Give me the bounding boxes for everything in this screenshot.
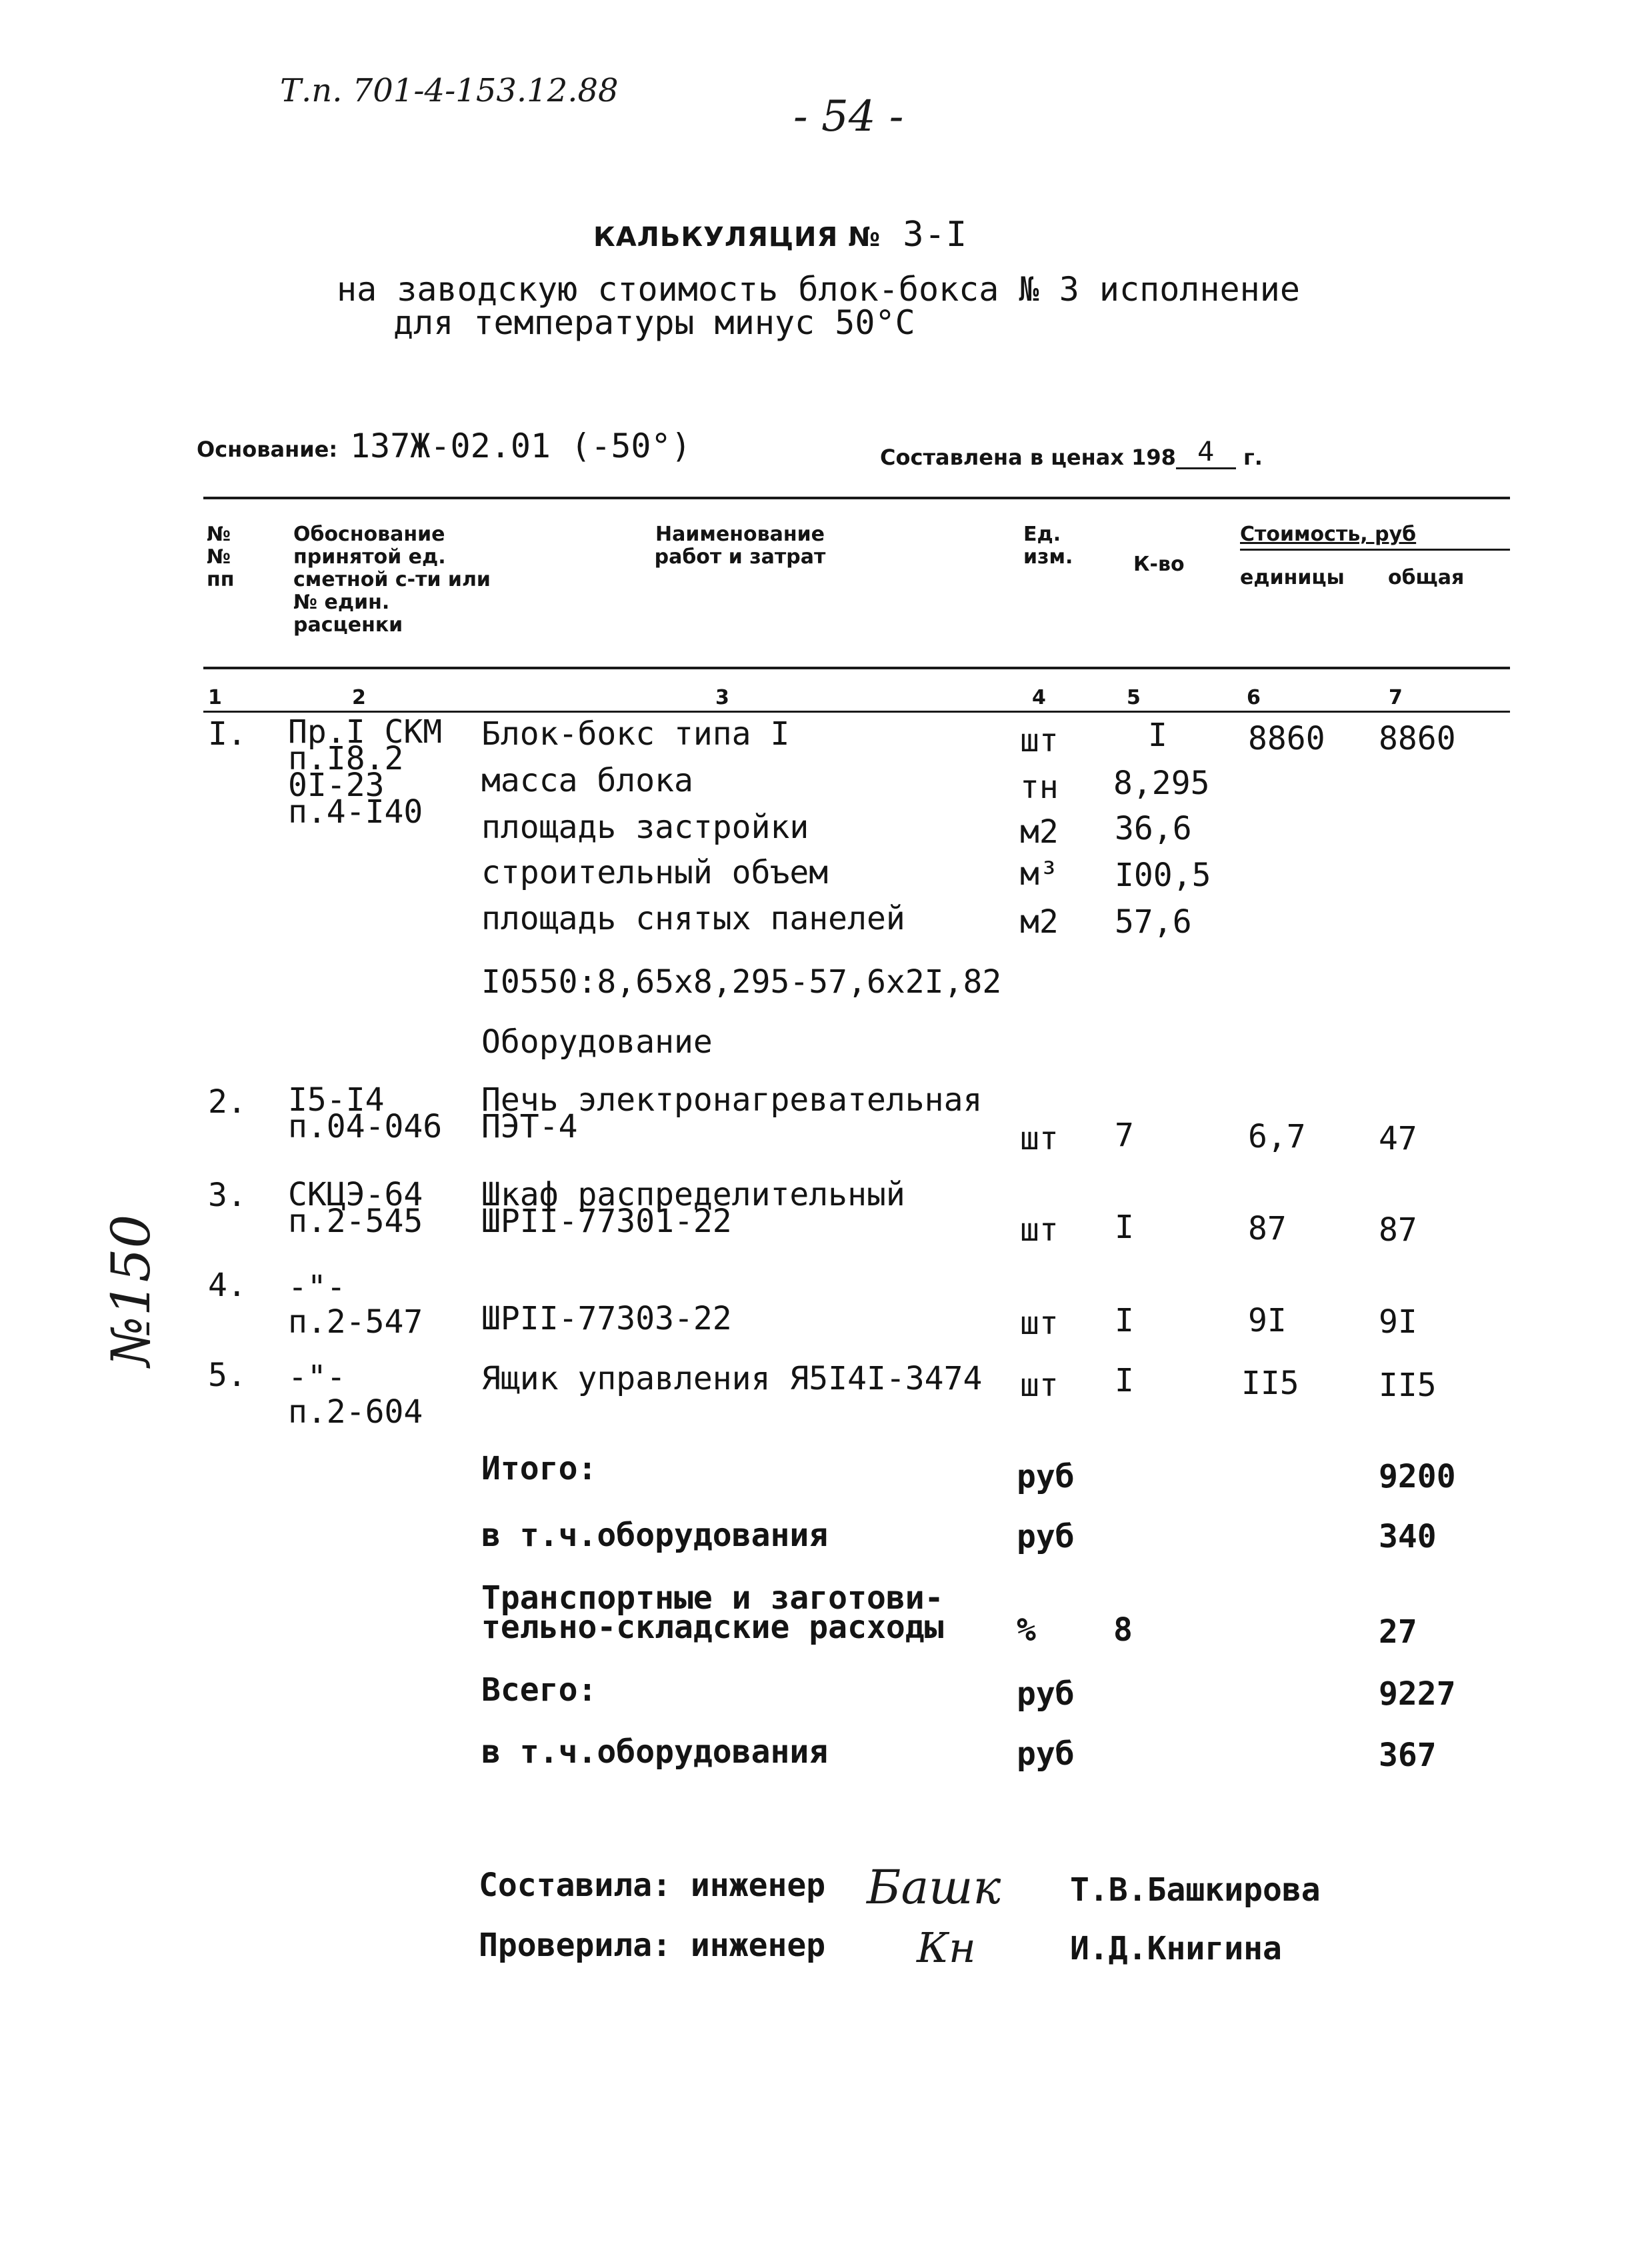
row-price: II5 xyxy=(1241,1365,1299,1402)
table-top-rule xyxy=(203,497,1510,499)
row-qty: I00,5 xyxy=(1115,857,1211,894)
row-name: Блок-бокс типа I xyxy=(481,715,790,753)
row-name: площадь застройки xyxy=(481,809,809,846)
row-qty: 7 xyxy=(1115,1117,1134,1154)
checked-signature: Кн xyxy=(917,1923,976,1972)
summary-total: 340 xyxy=(1379,1518,1437,1555)
row-number: 4. xyxy=(208,1267,247,1304)
subtitle-line-2: для температуры минус 50°C xyxy=(393,303,915,342)
row-total: 47 xyxy=(1379,1120,1417,1157)
row-qty: 8,295 xyxy=(1113,765,1210,802)
summary-label: в т.ч.оборудования xyxy=(481,1733,829,1771)
row-name: Печь электронагревательная ПЭТ-4 xyxy=(481,1081,983,1145)
row-name: ШРII-77303-22 xyxy=(481,1300,732,1337)
row-basis: СКЦЭ-64 п.2-545 xyxy=(288,1176,423,1240)
row-price: 8860 xyxy=(1248,720,1325,757)
subtitle-line-1: на заводскую стоимость блок-бокса № 3 исполнение xyxy=(337,270,1300,309)
row-basis: -"- п.2-547 xyxy=(288,1269,423,1341)
summary-unit: руб xyxy=(1017,1458,1075,1495)
basis-value: 137Ж-02.01 (-50°) xyxy=(350,427,691,465)
row-qty: I xyxy=(1115,1362,1134,1399)
summary-label: Всего: xyxy=(481,1671,597,1709)
summary-total: 9227 xyxy=(1379,1675,1456,1713)
document-code: Т.п. 701-4-153.12.88 xyxy=(280,72,619,109)
row-qty: 36,6 xyxy=(1115,810,1192,847)
header-col-6: единицы xyxy=(1240,566,1345,589)
equipment-heading: Оборудование xyxy=(481,1023,713,1061)
header-col-7: общая xyxy=(1388,566,1465,589)
row-qty: I xyxy=(1148,717,1167,754)
header-cost-group: Стоимость, руб xyxy=(1240,523,1417,546)
row-price: 87 xyxy=(1248,1210,1287,1247)
col-number-3: 3 xyxy=(715,686,729,709)
calculation-title xyxy=(593,215,967,255)
summary-unit: руб xyxy=(1017,1735,1075,1773)
row-price: 9I xyxy=(1248,1302,1287,1339)
col-number-1: 1 xyxy=(208,686,222,709)
col-number-4: 4 xyxy=(1032,686,1046,709)
summary-total: 27 xyxy=(1379,1613,1417,1651)
row-number: 2. xyxy=(208,1083,247,1121)
composed-by-name: Т.В.Башкирова xyxy=(1070,1871,1321,1909)
summary-unit: % xyxy=(1017,1611,1036,1649)
checked-by-label: Проверила: инженер xyxy=(479,1927,826,1964)
row-total: 9I xyxy=(1379,1303,1417,1341)
row-number: 3. xyxy=(208,1177,247,1214)
row-name: Шкаф распределительный ШРII-77301-22 xyxy=(481,1176,905,1240)
row-qty: 57,6 xyxy=(1115,903,1192,941)
row-total: 87 xyxy=(1379,1211,1417,1249)
summary-total: 9200 xyxy=(1379,1458,1456,1495)
col-number-2: 2 xyxy=(352,686,366,709)
header-col-4: Ед. изм. xyxy=(1023,523,1073,569)
col-number-5: 5 xyxy=(1127,686,1141,709)
composed-label: Составлена в ценах 198 xyxy=(880,445,1176,470)
basis-label: Основание: xyxy=(197,437,338,462)
row-total: II5 xyxy=(1379,1367,1437,1404)
row-basis: -"- п.2-604 xyxy=(288,1359,423,1431)
col-numbers-rule xyxy=(203,711,1510,713)
header-bottom-rule xyxy=(203,667,1510,669)
header-col-2: Обоснование принятой ед. сметной с-ти или № един. расценки xyxy=(293,523,491,637)
summary-label: в т.ч.оборудования xyxy=(481,1517,829,1554)
row-unit: м2 xyxy=(1020,813,1059,851)
row-qty: I xyxy=(1115,1302,1134,1339)
row-unit: м2 xyxy=(1020,903,1059,941)
calculation-formula: I0550:8,65х8,295-57,6х2I,82 xyxy=(481,963,1002,1001)
summary-label: Транспортные и заготови- тельно-складские расходы xyxy=(481,1579,944,1646)
composed-in-prices-label xyxy=(880,437,1263,470)
composed-by-label: Составила: инженер xyxy=(479,1867,826,1904)
row-unit: тн xyxy=(1020,769,1059,806)
row-price: 6,7 xyxy=(1248,1118,1306,1155)
row-name: Ящик управления Я5I4I-3474 xyxy=(481,1360,983,1397)
row-name: площадь снятых панелей xyxy=(481,900,905,937)
header-col-5: К-во xyxy=(1133,553,1185,576)
row-unit: шт xyxy=(1020,1211,1059,1249)
row-basis: Пр.I СКМ п.I8.2 0I-23 п.4-I40 xyxy=(288,713,443,831)
summary-unit: руб xyxy=(1017,1518,1075,1555)
summary-qty: 8 xyxy=(1113,1611,1133,1649)
row-unit: шт xyxy=(1020,1305,1059,1342)
row-name: масса блока xyxy=(481,762,693,799)
summary-total: 367 xyxy=(1379,1737,1437,1774)
summary-unit: руб xyxy=(1017,1675,1075,1713)
title-number: 3-I xyxy=(903,215,968,255)
col-number-6: 6 xyxy=(1247,686,1261,709)
year-digit: 4 xyxy=(1176,437,1236,469)
composed-signature: Башк xyxy=(867,1860,1001,1915)
col-number-7: 7 xyxy=(1389,686,1403,709)
page-number: - 54 - xyxy=(793,92,904,141)
cost-group-rule xyxy=(1240,549,1510,551)
row-number: 5. xyxy=(208,1357,247,1394)
title-label: КАЛЬКУЛЯЦИЯ № xyxy=(593,222,881,253)
row-qty: I xyxy=(1115,1209,1134,1246)
row-unit: м³ xyxy=(1020,855,1059,893)
row-unit: шт xyxy=(1020,722,1059,759)
row-unit: шт xyxy=(1020,1367,1059,1404)
checked-by-name: И.Д.Книгина xyxy=(1070,1930,1282,1967)
header-col-1: №№ пп xyxy=(207,523,235,591)
row-basis: I5-I4 п.04-046 xyxy=(288,1081,443,1145)
row-unit: шт xyxy=(1020,1120,1059,1157)
header-col-3: Наименование работ и затрат xyxy=(654,523,826,569)
summary-label: Итого: xyxy=(481,1450,597,1487)
row-number: I. xyxy=(208,715,247,753)
row-total: 8860 xyxy=(1379,720,1456,757)
year-suffix: г. xyxy=(1243,445,1263,470)
margin-note: №150 xyxy=(100,1214,162,1367)
row-name: строительный объем xyxy=(481,854,829,891)
